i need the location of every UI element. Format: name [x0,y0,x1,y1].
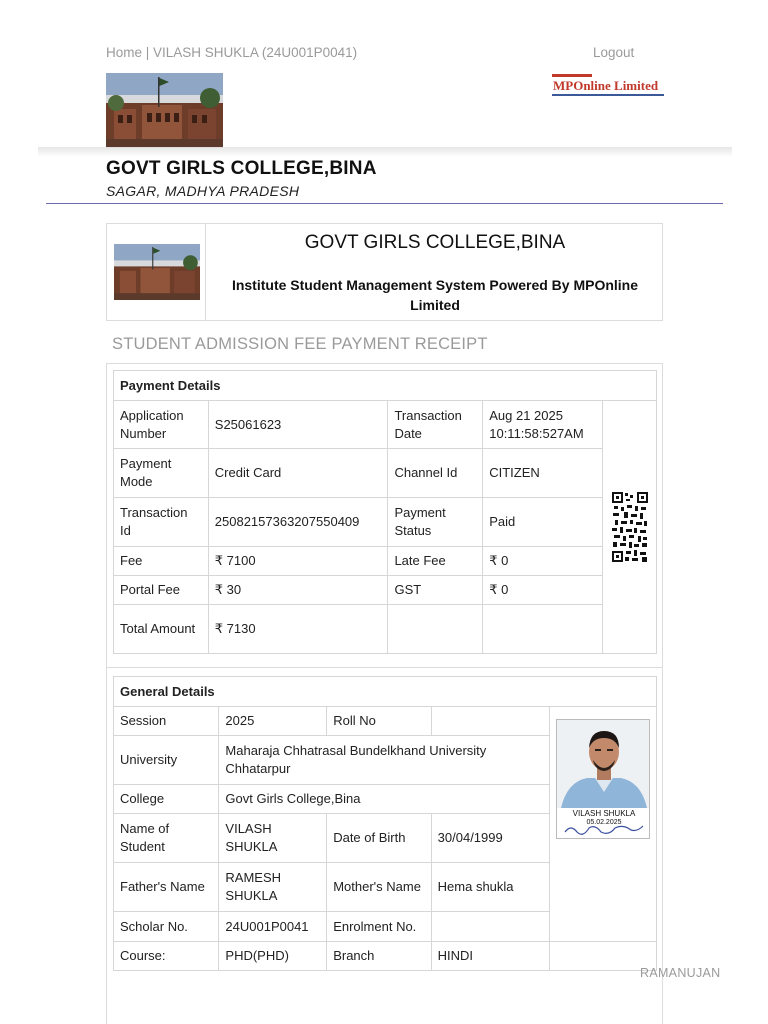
dob-label: Date of Birth [327,814,431,863]
gst-label: GST [388,576,483,605]
enrolment-no-value [431,912,549,942]
section-separator [106,667,663,668]
mother-name-label: Mother's Name [327,863,431,912]
student-name-label: Name of Student [114,814,219,863]
student-photo [556,719,650,839]
mponline-logo [552,73,664,99]
roll-no-value [431,707,549,736]
payment-mode-label: Payment Mode [114,449,209,498]
user-link[interactable]: VILASH SHUKLA (24U001P0041) [153,45,358,60]
session-label: Session [114,707,219,736]
roll-no-label: Roll No [327,707,431,736]
university-value: Maharaja Chhatrasal Bundelkhand University Chhatarpur [219,736,550,785]
scholar-no-value: 24U001P0041 [219,912,327,942]
total-amount-empty-1 [388,605,483,654]
institute-header-box [106,223,663,321]
mother-name-value: Hema shukla [431,863,549,912]
portal-fee-value: ₹ 30 [208,576,388,605]
transaction-id-label: Transaction Id [114,498,209,547]
total-amount-empty-2 [483,605,603,654]
branch-label: Branch [327,942,431,971]
father-name-label: Father's Name [114,863,219,912]
institute-logo-cell [107,224,206,320]
logout-link[interactable]: Logout [593,45,635,60]
payment-status-value: Paid [483,498,603,547]
photo-caption-date: 05.02.2025 [586,819,622,826]
header-divider [46,203,723,204]
receipt-title: STUDENT ADMISSION FEE PAYMENT RECEIPT [112,335,488,353]
enrolment-no-label: Enrolment No. [327,912,431,942]
transaction-date-value: Aug 21 2025 10:11:58:527AM [483,401,603,449]
late-fee-label: Late Fee [388,547,483,576]
session-value: 2025 [219,707,327,736]
total-amount-value: ₹ 7130 [208,605,388,654]
application-number-value: S25061623 [208,401,388,449]
college-title: GOVT GIRLS COLLEGE,BINA [106,158,377,179]
photo-caption-name: VILASH SHUKLA [572,809,636,818]
gst-value: ₹ 0 [483,576,603,605]
institute-photo [114,244,200,300]
late-fee-value: ₹ 0 [483,547,603,576]
college-location: SAGAR, MADHYA PRADESH [106,183,300,199]
payment-mode-value: Credit Card [208,449,388,498]
fee-value: ₹ 7100 [208,547,388,576]
payment-details-header: Payment Details [114,371,657,401]
course-label: Course: [114,942,219,971]
general-details-table [113,676,657,971]
scholar-no-label: Scholar No. [114,912,219,942]
college-photo [106,73,223,148]
dob-value: 30/04/1999 [431,814,549,863]
payment-status-label: Payment Status [388,498,483,547]
college-label: College [114,785,219,814]
fee-label: Fee [114,547,209,576]
portal-fee-label: Portal Fee [114,576,209,605]
qr-code-cell [603,401,657,654]
home-link[interactable]: Home [106,45,143,60]
payment-details-table [113,370,657,654]
student-photo-cell [549,707,656,942]
university-label: University [114,736,219,785]
footer-watermark: RAMANUJAN [640,966,721,980]
top-nav [106,45,357,60]
total-amount-label: Total Amount [114,605,209,654]
father-name-value: RAMESH SHUKLA [219,863,327,912]
transaction-id-value: 25082157363207550409 [208,498,388,547]
student-name-value: VILASH SHUKLA [219,814,327,863]
institute-tagline: Institute Student Management System Powered By MPOnline Limited [231,277,639,313]
transaction-date-label: Transaction Date [388,401,483,449]
header-shadow [38,147,732,157]
branch-value: HINDI [431,942,549,971]
application-number-label: Application Number [114,401,209,449]
general-details-header: General Details [114,677,657,707]
nav-separator: | [142,45,154,60]
course-value: PHD(PHD) [219,942,327,971]
qr-code [612,492,648,562]
institute-name: GOVT GIRLS COLLEGE,BINA [304,232,566,253]
college-value: Govt Girls College,Bina [219,785,550,814]
mponline-logo-text: MPOnline Limited [553,78,659,93]
channel-id-value: CITIZEN [483,449,603,498]
channel-id-label: Channel Id [388,449,483,498]
